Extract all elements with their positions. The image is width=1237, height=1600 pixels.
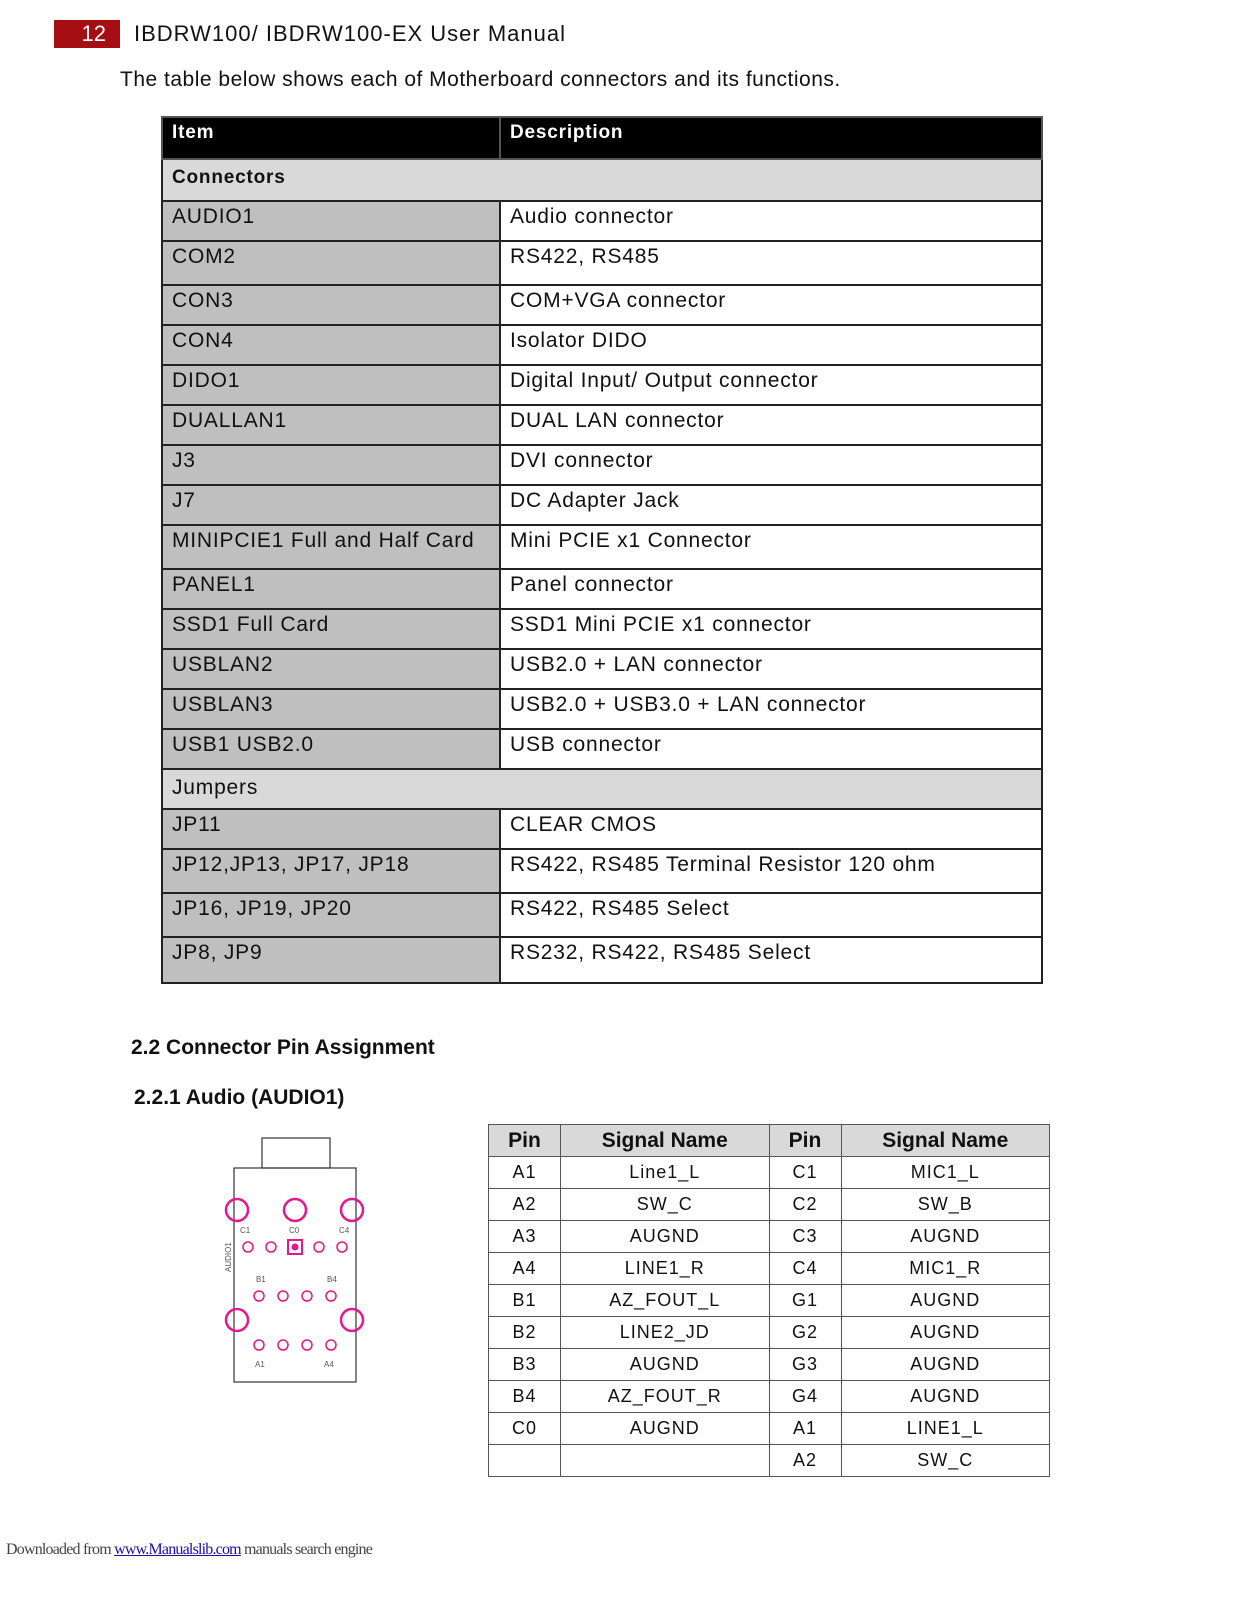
description-cell: Panel connector: [500, 569, 1042, 609]
description-cell: DVI connector: [500, 445, 1042, 485]
description-cell: USB connector: [500, 729, 1042, 769]
pin-row: [489, 1413, 1050, 1445]
pin-cell: C3: [769, 1221, 841, 1253]
footer-suffix: manuals search engine: [240, 1541, 373, 1558]
table-row: [162, 201, 1042, 241]
footer-prefix: Downloaded from: [6, 1541, 115, 1558]
table-row: [162, 405, 1042, 445]
description-cell: RS232, RS422, RS485 Select: [500, 937, 1042, 983]
description-cell: COM+VGA connector: [500, 285, 1042, 325]
description-cell: Audio connector: [500, 201, 1042, 241]
table-row: [162, 569, 1042, 609]
description-cell: Isolator DIDO: [500, 325, 1042, 365]
pin-pad: [337, 1242, 347, 1252]
description-cell: DC Adapter Jack: [500, 485, 1042, 525]
pin-row: [489, 1445, 1050, 1477]
label-audio1: AUDIO1: [224, 1242, 233, 1272]
pin-cell: G1: [769, 1285, 841, 1317]
table-row: [162, 809, 1042, 849]
pin-pad: [302, 1340, 312, 1350]
description-cell: RS422, RS485: [500, 241, 1042, 285]
item-cell: J7: [162, 485, 500, 525]
pin-row: [489, 1221, 1050, 1253]
description-cell: Digital Input/ Output connector: [500, 365, 1042, 405]
signal-cell: AUGND: [561, 1221, 770, 1253]
description-cell: SSD1 Mini PCIE x1 connector: [500, 609, 1042, 649]
pin-cell: [489, 1445, 561, 1477]
header-pin: Pin: [769, 1125, 841, 1157]
signal-cell: AZ_FOUT_R: [561, 1381, 770, 1413]
signal-cell: AUGND: [841, 1221, 1050, 1253]
footer: [6, 1541, 372, 1559]
signal-cell: SW_C: [561, 1189, 770, 1221]
description-cell: USB2.0 + USB3.0 + LAN connector: [500, 689, 1042, 729]
pin-pad: [326, 1291, 336, 1301]
item-cell: MINIPCIE1 Full and Half Card: [162, 525, 500, 569]
description-cell: DUAL LAN connector: [500, 405, 1042, 445]
item-cell: CON4: [162, 325, 500, 365]
pin-pad: [314, 1242, 324, 1252]
pin-row: [489, 1317, 1050, 1349]
header-signal-name: Signal Name: [841, 1125, 1050, 1157]
pin-cell: A1: [769, 1413, 841, 1445]
pin-pad-center: [292, 1244, 299, 1251]
manual-title: IBDRW100/ IBDRW100-EX User Manual: [134, 21, 566, 46]
header-pin: Pin: [489, 1125, 561, 1157]
signal-cell: AUGND: [561, 1413, 770, 1445]
item-cell: SSD1 Full Card: [162, 609, 500, 649]
group-row: [162, 769, 1042, 809]
item-cell: PANEL1: [162, 569, 500, 609]
signal-cell: AUGND: [841, 1381, 1050, 1413]
mount-hole: [341, 1199, 363, 1221]
audio-pin-table: [488, 1124, 1050, 1477]
item-cell: J3: [162, 445, 500, 485]
header-item: Item: [162, 117, 500, 159]
mount-hole: [226, 1309, 248, 1331]
label-c4: C4: [339, 1226, 350, 1235]
signal-cell: LINE2_JD: [561, 1317, 770, 1349]
item-cell: USBLAN2: [162, 649, 500, 689]
pin-pad: [254, 1340, 264, 1350]
table-row: [162, 445, 1042, 485]
pin-cell: G4: [769, 1381, 841, 1413]
table-row: [162, 893, 1042, 937]
pin-cell: A3: [489, 1221, 561, 1253]
table-row: [162, 649, 1042, 689]
label-c0: C0: [289, 1226, 300, 1235]
signal-cell: MIC1_L: [841, 1157, 1050, 1189]
label-a1: A1: [255, 1360, 265, 1369]
pin-row: [489, 1157, 1050, 1189]
connector-table-header: [162, 117, 1042, 159]
table-row: [162, 525, 1042, 569]
group-label: Connectors: [162, 159, 1042, 201]
item-cell: JP11: [162, 809, 500, 849]
table-row: [162, 365, 1042, 405]
pin-pad: [278, 1291, 288, 1301]
mount-hole: [284, 1199, 306, 1221]
page-number-badge: 12: [54, 20, 120, 48]
pin-pad: [302, 1291, 312, 1301]
pin-cell: A2: [489, 1189, 561, 1221]
table-row: [162, 325, 1042, 365]
table-row: [162, 485, 1042, 525]
pin-row: [489, 1349, 1050, 1381]
header-signal-name: Signal Name: [561, 1125, 770, 1157]
signal-cell: AUGND: [841, 1349, 1050, 1381]
description-cell: CLEAR CMOS: [500, 809, 1042, 849]
item-cell: JP12,JP13, JP17, JP18: [162, 849, 500, 893]
label-c1: C1: [240, 1226, 251, 1235]
mount-hole: [226, 1199, 248, 1221]
signal-cell: MIC1_R: [841, 1253, 1050, 1285]
item-cell: JP16, JP19, JP20: [162, 893, 500, 937]
pin-cell: B1: [489, 1285, 561, 1317]
section-title: 2.2 Connector Pin Assignment: [131, 1036, 435, 1059]
mount-hole: [341, 1309, 363, 1331]
pin-pad: [266, 1242, 276, 1252]
header-description: Description: [500, 117, 1042, 159]
connector-table: [161, 116, 1043, 984]
description-cell: USB2.0 + LAN connector: [500, 649, 1042, 689]
signal-cell: AZ_FOUT_L: [561, 1285, 770, 1317]
pin-row: [489, 1381, 1050, 1413]
pin-cell: C2: [769, 1189, 841, 1221]
signal-cell: AUGND: [561, 1349, 770, 1381]
item-cell: DUALLAN1: [162, 405, 500, 445]
pin-pad: [326, 1340, 336, 1350]
pin-pad: [254, 1291, 264, 1301]
item-cell: JP8, JP9: [162, 937, 500, 983]
signal-cell: AUGND: [841, 1285, 1050, 1317]
connector-table-body: [162, 159, 1042, 983]
table-row: [162, 689, 1042, 729]
pin-pad: [278, 1340, 288, 1350]
label-a4: A4: [324, 1360, 334, 1369]
intro-text: The table below shows each of Motherboard connectors and its functions.: [120, 68, 841, 91]
label-b4: B4: [327, 1275, 337, 1284]
pin-table-body: [489, 1157, 1050, 1477]
pin-cell: A1: [489, 1157, 561, 1189]
pin-cell: A4: [489, 1253, 561, 1285]
manualslib-link[interactable]: www.Manualslib.com: [114, 1541, 241, 1558]
pin-cell: B2: [489, 1317, 561, 1349]
signal-cell: SW_B: [841, 1189, 1050, 1221]
description-cell: RS422, RS485 Terminal Resistor 120 ohm: [500, 849, 1042, 893]
pin-pad: [243, 1242, 253, 1252]
table-row: [162, 285, 1042, 325]
pin-cell: B4: [489, 1381, 561, 1413]
label-b1: B1: [256, 1275, 266, 1284]
pin-cell: B3: [489, 1349, 561, 1381]
pin-row: [489, 1285, 1050, 1317]
signal-cell: Line1_L: [561, 1157, 770, 1189]
item-cell: DIDO1: [162, 365, 500, 405]
pin-cell: C1: [769, 1157, 841, 1189]
table-row: [162, 609, 1042, 649]
pin-table-header: [489, 1125, 1050, 1157]
description-cell: RS422, RS485 Select: [500, 893, 1042, 937]
signal-cell: AUGND: [841, 1317, 1050, 1349]
table-row: [162, 241, 1042, 285]
signal-cell: SW_C: [841, 1445, 1050, 1477]
item-cell: COM2: [162, 241, 500, 285]
pin-cell: C0: [489, 1413, 561, 1445]
signal-cell: [561, 1445, 770, 1477]
pin-cell: G3: [769, 1349, 841, 1381]
table-row: [162, 729, 1042, 769]
pin-cell: C4: [769, 1253, 841, 1285]
item-cell: USB1 USB2.0: [162, 729, 500, 769]
pin-cell: A2: [769, 1445, 841, 1477]
signal-cell: LINE1_R: [561, 1253, 770, 1285]
pin-cell: G2: [769, 1317, 841, 1349]
pin-row: [489, 1253, 1050, 1285]
group-label: Jumpers: [162, 769, 1042, 809]
subsection-title: 2.2.1 Audio (AUDIO1): [134, 1086, 345, 1109]
table-row: [162, 849, 1042, 893]
item-cell: USBLAN3: [162, 689, 500, 729]
item-cell: AUDIO1: [162, 201, 500, 241]
group-row: [162, 159, 1042, 201]
item-cell: CON3: [162, 285, 500, 325]
description-cell: Mini PCIE x1 Connector: [500, 525, 1042, 569]
pin-row: [489, 1189, 1050, 1221]
jack-tab: [262, 1138, 330, 1168]
signal-cell: LINE1_L: [841, 1413, 1050, 1445]
table-row: [162, 937, 1042, 983]
audio-connector-diagram: [218, 1134, 368, 1386]
